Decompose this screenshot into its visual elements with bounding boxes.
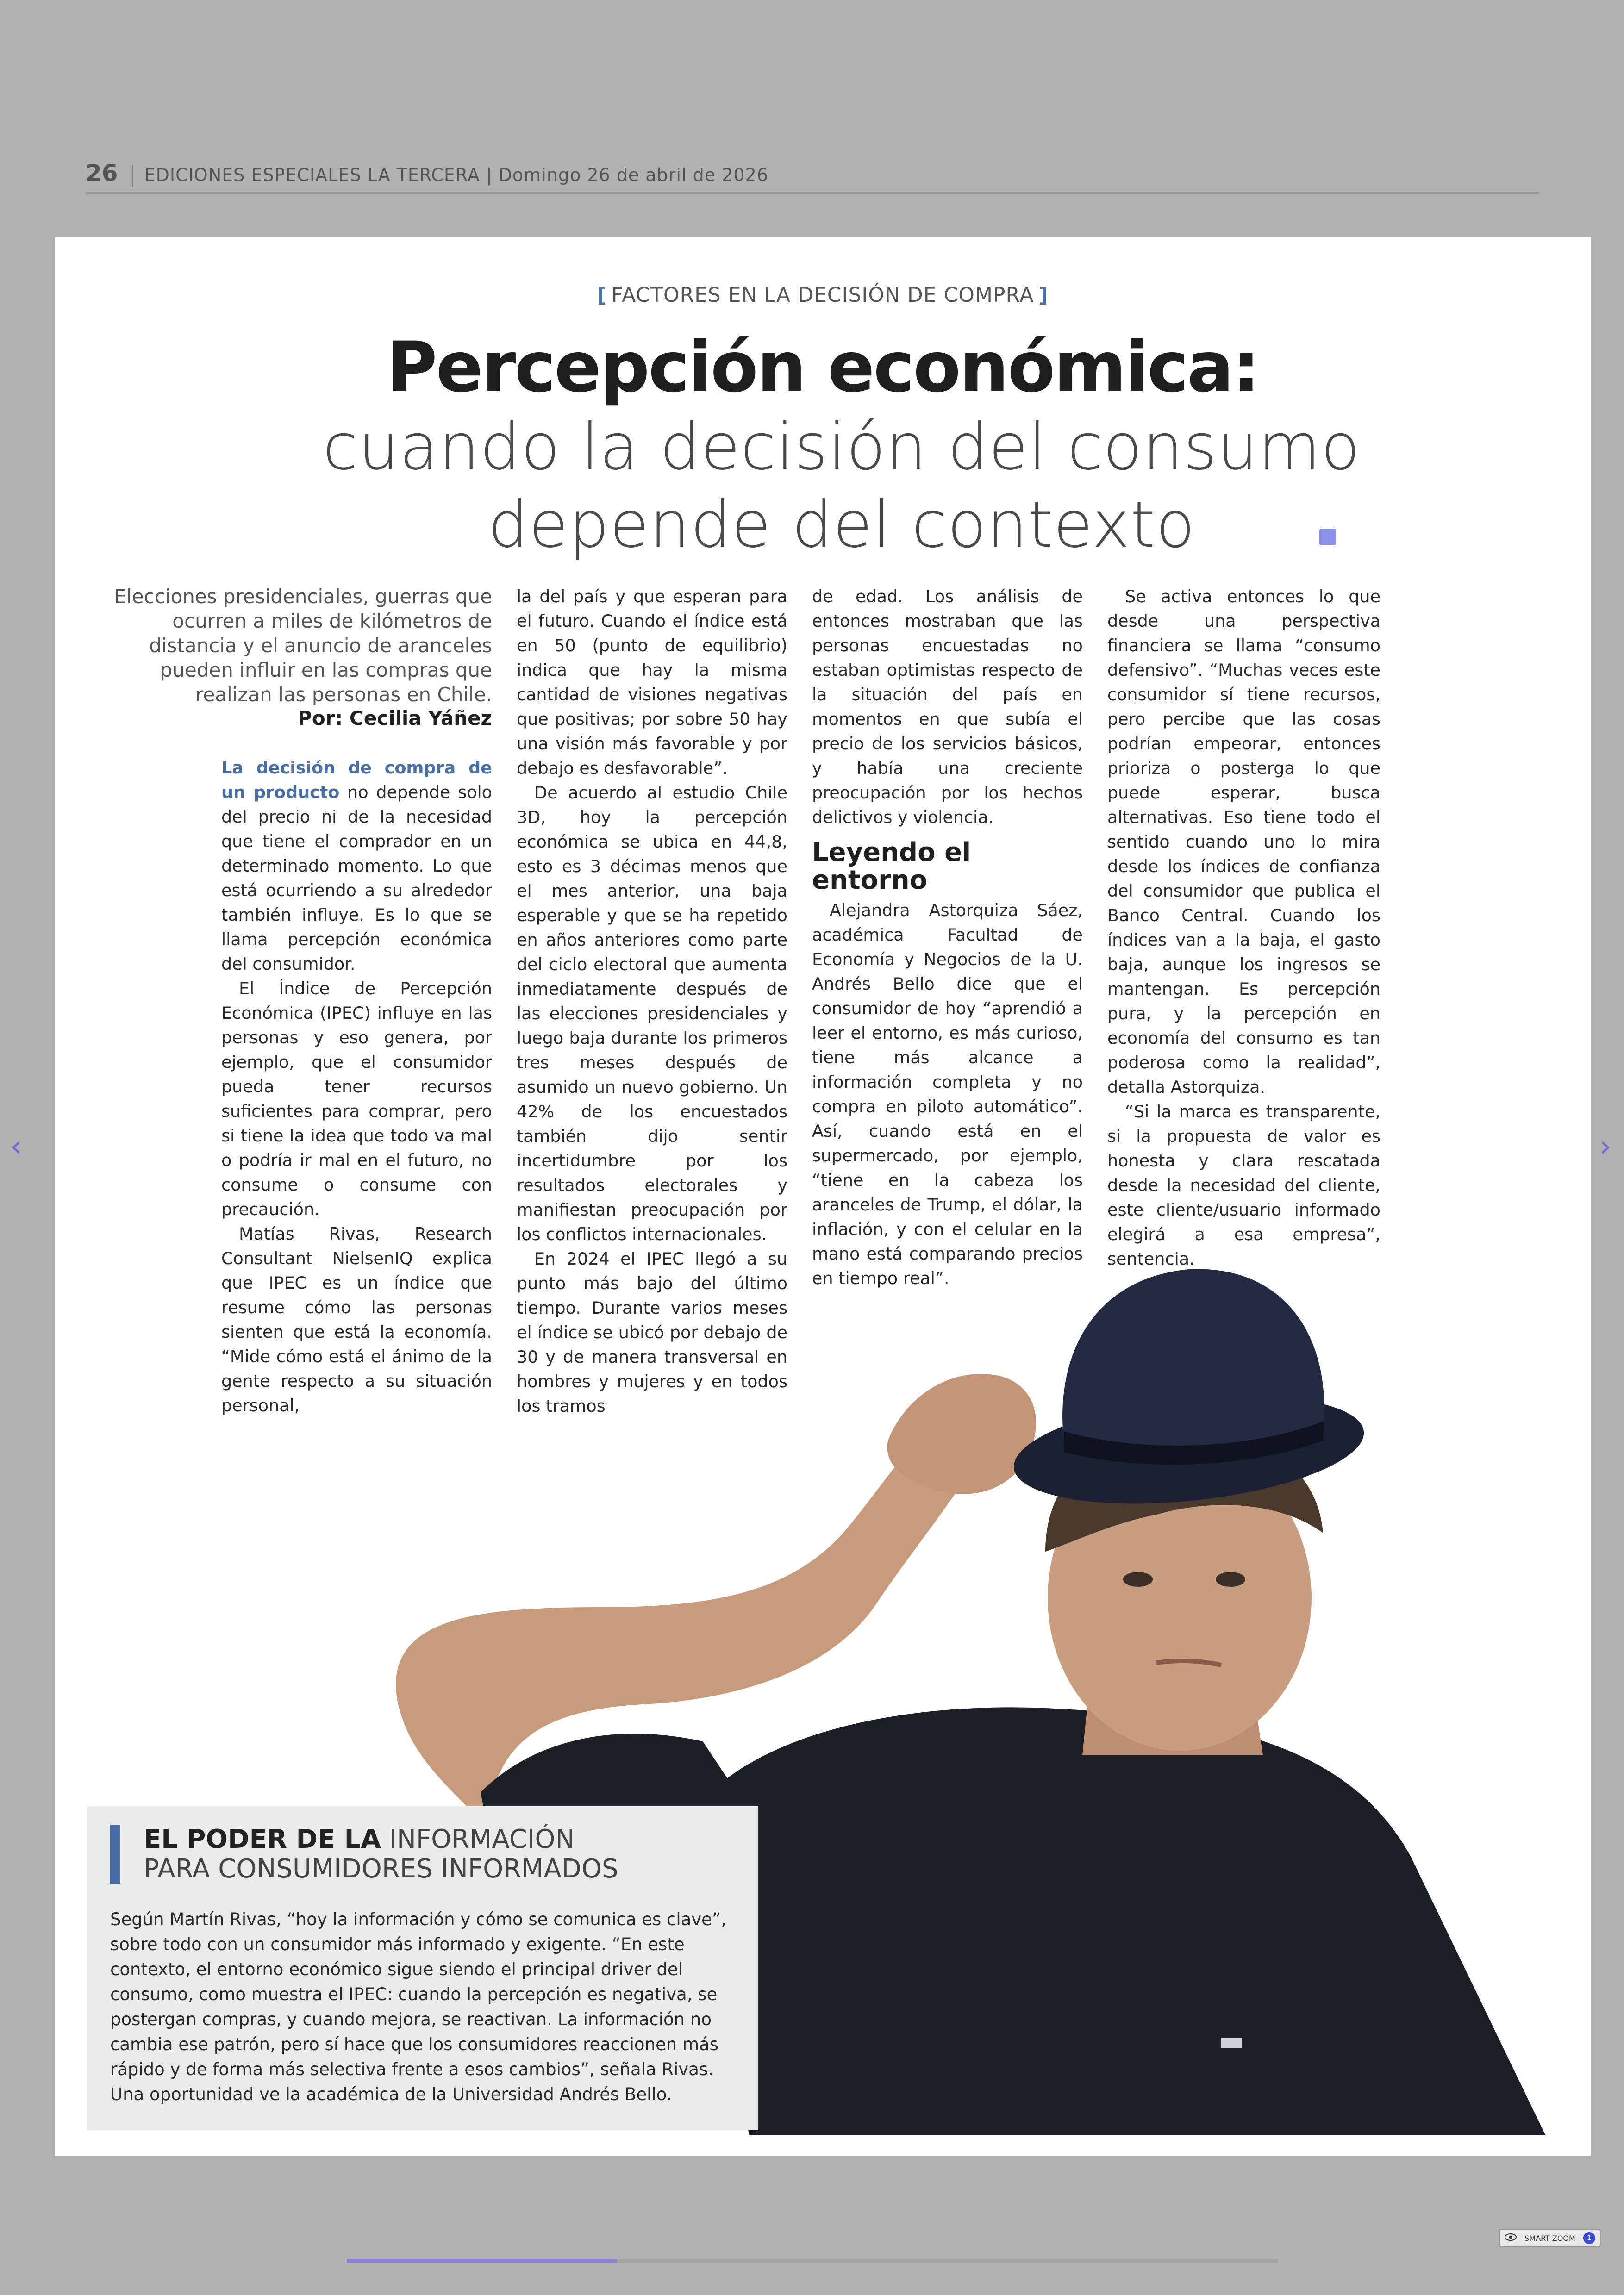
article-title: Percepción económica:: [386, 327, 1259, 408]
paragraph: Se activa entonces lo que desde una perspectiva financiera se llama “consumo defensivo”. “Muchas veces este consumidor sí tiene recursos, pero percibe que las cosas podrían empeorar, entonces prioriza o posterga lo que puede esperar, busca alternativas. Eso tiene todo el sentido cuando uno lo mira desde los índices de confianza del consumidor que publica el Banco Central. Cuando los índices van a la baja, el gasto baja, aunque los ingresos se mantengan. Es percepción pura, y la percepción en economía del consumo es tan poderosa como la realidad”, detalla Astorquiza.: [1107, 586, 1380, 1097]
eye-icon: [1505, 2233, 1517, 2243]
sidebar-title-bold: EL PODER DE LA: [144, 1824, 381, 1854]
sidebar-title: [110, 1825, 735, 1884]
paragraph: De acuerdo al estudio Chile 3D, hoy la percepción económica se ubica en 44,8, esto es 3 décimas menos que el mes anterior, una baja esperable y que se ha repetido en años anteriores como parte del ciclo electoral que aumenta inmediatamente después de las elecciones presidenciales y luego baja durante los primeros tres meses después de asumido un nuevo gobierno. Un 42% de los encuestados también dijo sentir incertidumbre por los resultados electorales y manifiestan preocupación por los conflictos internacionales.: [517, 783, 787, 1244]
running-header-text: EDICIONES ESPECIALES LA TERCERA | Domingo 26 de abril de 2026: [144, 165, 768, 185]
paragraph: la del país y que esperan para el futuro. Cuando el índice está en 50 (punto de equilibrio) indica que hay la misma cantidad de visiones negativas que positivas; por sobre 50 hay una visión más favorable y por debajo es desfavorable”.: [517, 586, 787, 778]
magazine-page: [55, 237, 1591, 2156]
paragraph: Alejandra Astorquiza Sáez, académica Facultad de Economía y Negocios de la U. Andrés Bello dice que el consumidor de hoy “aprendió a leer el entorno, es más curioso, tiene más alcance a información completa y no compra en piloto automático”. Así, cuando está en el supermercado, por ejemplo, “tiene en la cabeza los aranceles de Trump, el dólar, la inflación, y con el celular en la mano está comparando precios en tiempo real”.: [812, 900, 1083, 1288]
article-lede: Elecciones presidenciales, guerras que ocurren a miles de kilómetros de distancia y el anuncio de aranceles pueden influir en las compras que realizan las personas en Chile.: [114, 585, 492, 706]
article-subtitle: [240, 408, 1443, 564]
article-marker-icon[interactable]: [1319, 529, 1336, 545]
article-kicker: [55, 283, 1591, 307]
smart-zoom-label: SMART ZOOM: [1524, 2233, 1575, 2243]
running-header: [86, 160, 1539, 194]
smart-zoom-button[interactable]: [1499, 2229, 1601, 2247]
sidebar-title-light: INFORMACIÓN: [389, 1824, 575, 1854]
chevron-left-icon[interactable]: ‹: [10, 1129, 22, 1164]
paragraph: En 2024 el IPEC llegó a su punto más bajo del último tiempo. Durante varios meses el índice se ubicó por debajo de 30 y de manera transversal en hombres y mujeres y en todos los tramos: [517, 1249, 787, 1416]
subtitle-line-2: depende del contexto: [487, 487, 1196, 562]
smart-zoom-badge: 1: [1583, 2232, 1595, 2244]
chevron-right-icon[interactable]: ›: [1599, 1129, 1612, 1164]
kicker-text: FACTORES EN LA DECISIÓN DE COMPRA: [611, 283, 1034, 307]
section-subhead: Leyendo el entorno: [812, 837, 971, 895]
sidebar-title-line-1: [144, 1825, 735, 1854]
kicker-bracket-close: ]: [1038, 283, 1049, 307]
page-number: 26: [86, 160, 118, 187]
column-4: [1107, 584, 1380, 1271]
kicker-bracket-open: [: [597, 283, 607, 307]
column-3: [812, 584, 1083, 1291]
lead-in: La decisión de compra de un producto: [221, 758, 492, 802]
paragraph: [221, 755, 492, 976]
header-divider: [132, 165, 133, 187]
paragraph: “Si la marca es transparente, si la propuesta de valor es honesta y clara rescatada desde la necesidad del cliente, este cliente/usuario informado elegirá a esa empresa”, sentencia.: [1107, 1102, 1380, 1269]
page-progress-fill: [347, 2259, 617, 2263]
paragraph-text: no depende solo del precio ni de la necesidad que tiene el comprador en un determinado momento. Lo que está ocurriendo a su alrededor también influye. Es lo que se llama percepción económica del consumidor.: [221, 782, 492, 974]
subtitle-line-1: cuando la decisión del consumo: [323, 410, 1361, 484]
page-progress-bar[interactable]: [347, 2259, 1278, 2263]
sidebar-body: Según Martín Rivas, “hoy la información y cómo se comunica es clave”, sobre todo con un consumidor más informado y exigente. “En este contexto, el entorno económico sigue siendo el principal driver del consumo, como muestra el IPEC: cuando la percepción es negativa, se postergan compras, y cuando mejora, se reactivan. La información no cambia ese patrón, pero sí hace que los consumidores reaccionen más rápido y de forma más selectiva frente a esos cambios”, señala Rivas. Una oportunidad ve la académica de la Universidad Andrés Bello.: [110, 1909, 726, 2104]
sidebar-box: [87, 1806, 758, 2130]
paragraph: de edad. Los análisis de entonces mostraban que las personas encuestadas no estaban optimistas respecto de la situación del país en momentos en que subía el precio de los servicios básicos, y había una creciente preocupación por los hechos delictivos y violencia.: [812, 586, 1083, 827]
sidebar-title-line-2: PARA CONSUMIDORES INFORMADOS: [144, 1854, 618, 1884]
paragraph: El Índice de Percepción Económica (IPEC) influye en las personas y eso genera, por ejemplo, que el consumidor pueda tener recursos suficientes para comprar, pero si tiene la idea que todo va mal o podría ir mal en el futuro, no consume o consume con precaución.: [221, 979, 492, 1219]
paragraph: Matías Rivas, Research Consultant NielsenIQ explica que IPEC es un índice que resume cómo las personas sienten que está la economía. “Mide cómo está el ánimo de la gente respecto a su situación personal,: [221, 1224, 492, 1416]
byline: Por: Cecilia Yáñez: [298, 707, 492, 730]
